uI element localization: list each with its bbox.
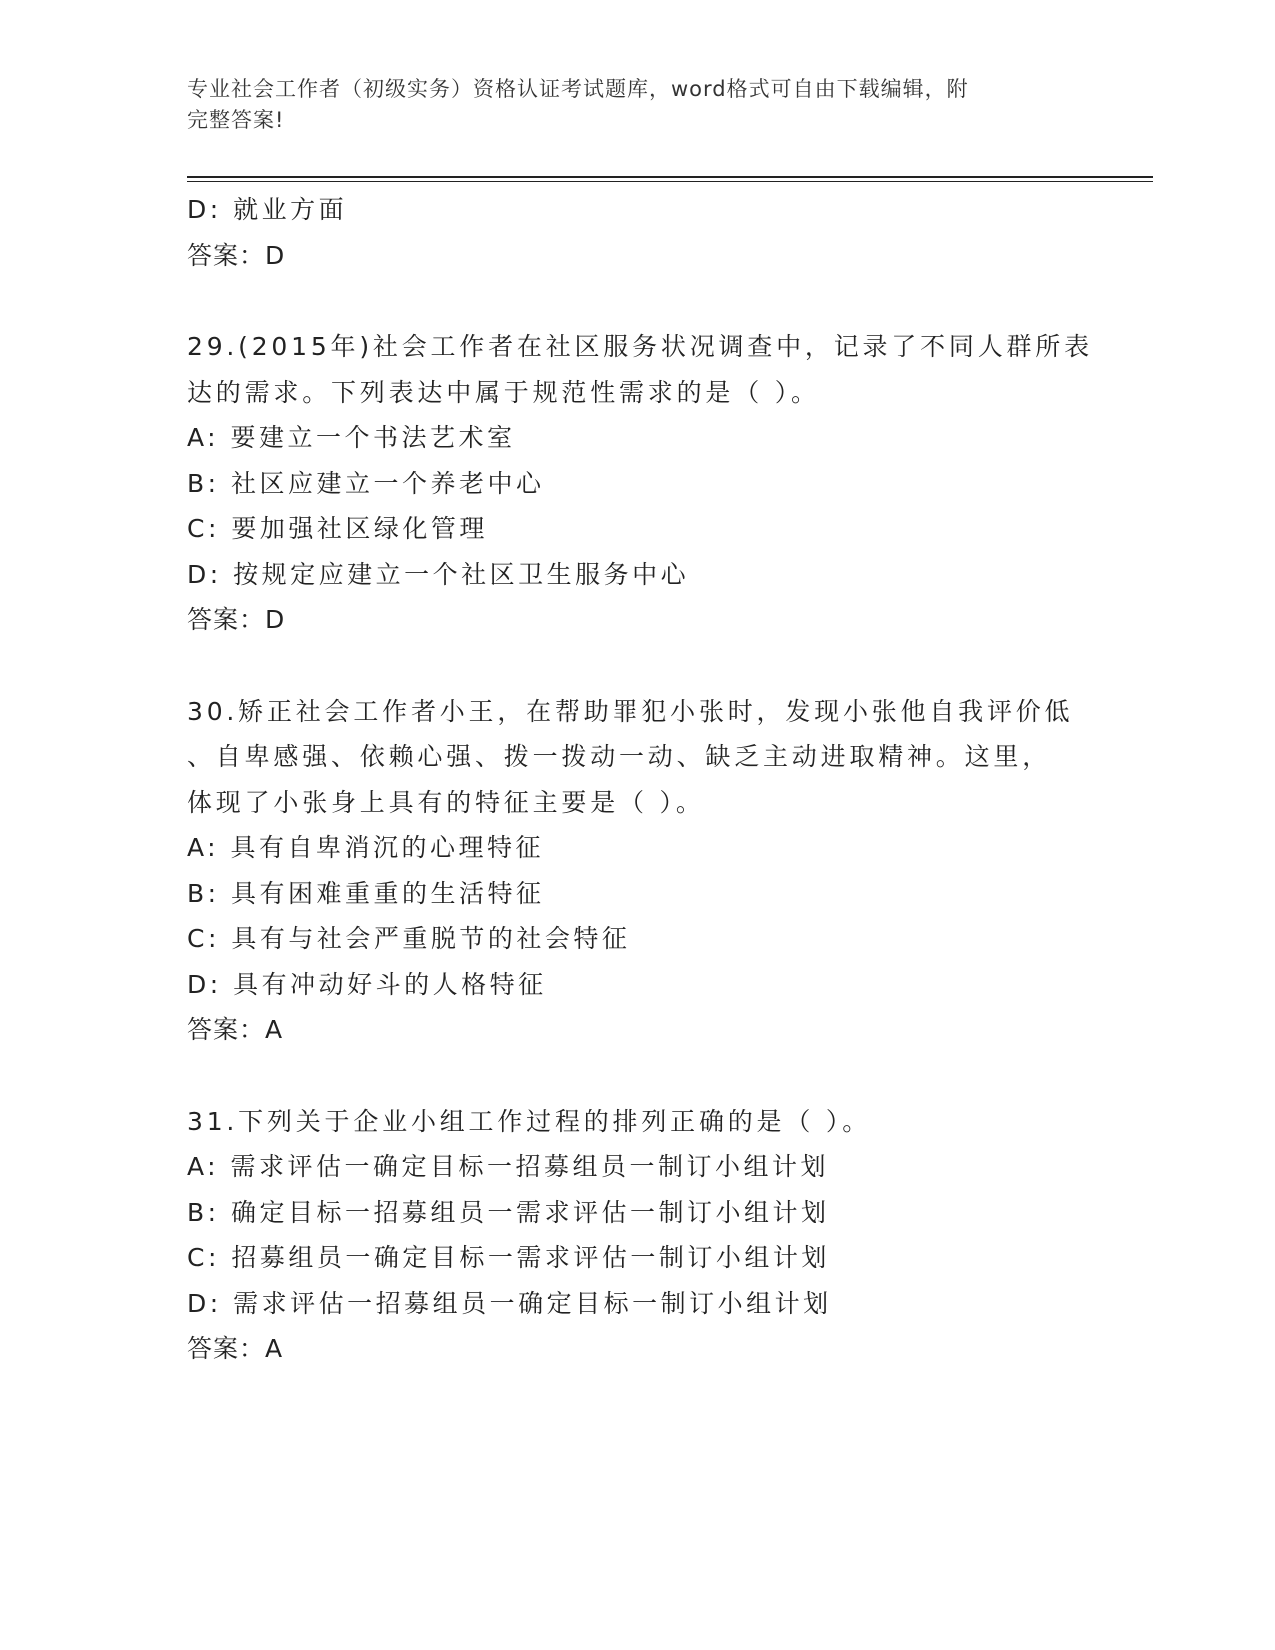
question-30 — [187, 689, 1087, 1053]
previous-question-tail — [187, 187, 1087, 278]
stem-line: 31.下列关于企业小组工作过程的排列正确的是（ ）。 — [187, 1106, 872, 1136]
option-a: A: 要建立一个书法艺术室 — [187, 423, 516, 452]
option-c: C: 具有与社会严重脱节的社会特征 — [187, 924, 631, 953]
stem-line: 30.矫正社会工作者小王，在帮助罪犯小张时，发现小张他自我评价低 — [187, 696, 1074, 726]
option-b: B: 社区应建立一个养老中心 — [187, 468, 545, 498]
option-a: A: 具有自卑消沉的心理特征 — [187, 833, 545, 862]
question-stem — [187, 1099, 1087, 1145]
answer-line: 答案：D — [187, 240, 286, 270]
option-d: D: 按规定应建立一个社区卫生服务中心 — [187, 559, 690, 589]
question-spacer — [187, 1053, 1087, 1099]
answer-line: 答案：D — [187, 605, 286, 634]
option-b: B: 具有困难重重的生活特征 — [187, 878, 545, 908]
option-a: A: 需求评估一确定目标一招募组员一制订小组计划 — [187, 1152, 830, 1181]
question-spacer — [187, 643, 1087, 689]
answer-line: 答案：A — [187, 1334, 284, 1363]
option-c: C: 要加强社区绿化管理 — [187, 514, 488, 543]
question-stem — [187, 324, 1093, 415]
stem-line: 29.(2015年)社会工作者在社区服务状况调查中，记录了不同人群所表 — [187, 332, 1093, 361]
header-divider-thin — [187, 181, 1153, 182]
option-c: C: 招募组员一确定目标一需求评估一制订小组计划 — [187, 1243, 830, 1272]
question-stem — [187, 689, 1087, 826]
header-divider-thick — [187, 176, 1153, 178]
answer-line: 答案：A — [187, 1015, 284, 1044]
document-header — [187, 74, 1087, 136]
stem-line: 达的需求。下列表达中属于规范性需求的是（ ）。 — [187, 377, 820, 407]
option-d: D: 具有冲动好斗的人格特征 — [187, 969, 547, 999]
header-line-1: 专业社会工作者（初级实务）资格认证考试题库，word格式可自由下载编辑，附 — [187, 77, 969, 101]
question-29 — [187, 324, 1093, 643]
question-list — [187, 187, 1093, 1372]
option-d: D: 需求评估一招募组员一确定目标一制订小组计划 — [187, 1288, 832, 1318]
question-spacer — [187, 278, 1087, 324]
header-line-2: 完整答案! — [187, 108, 285, 132]
stem-line: 体现了小张身上具有的特征主要是（ ）。 — [187, 787, 705, 817]
option-d: D: 就业方面 — [187, 195, 348, 224]
option-b: B: 确定目标一招募组员一需求评估一制订小组计划 — [187, 1197, 830, 1227]
question-31 — [187, 1099, 1087, 1372]
stem-line: 、自卑感强、依赖心强、拨一拨动一动、缺乏主动进取精神。这里， — [187, 742, 1052, 771]
